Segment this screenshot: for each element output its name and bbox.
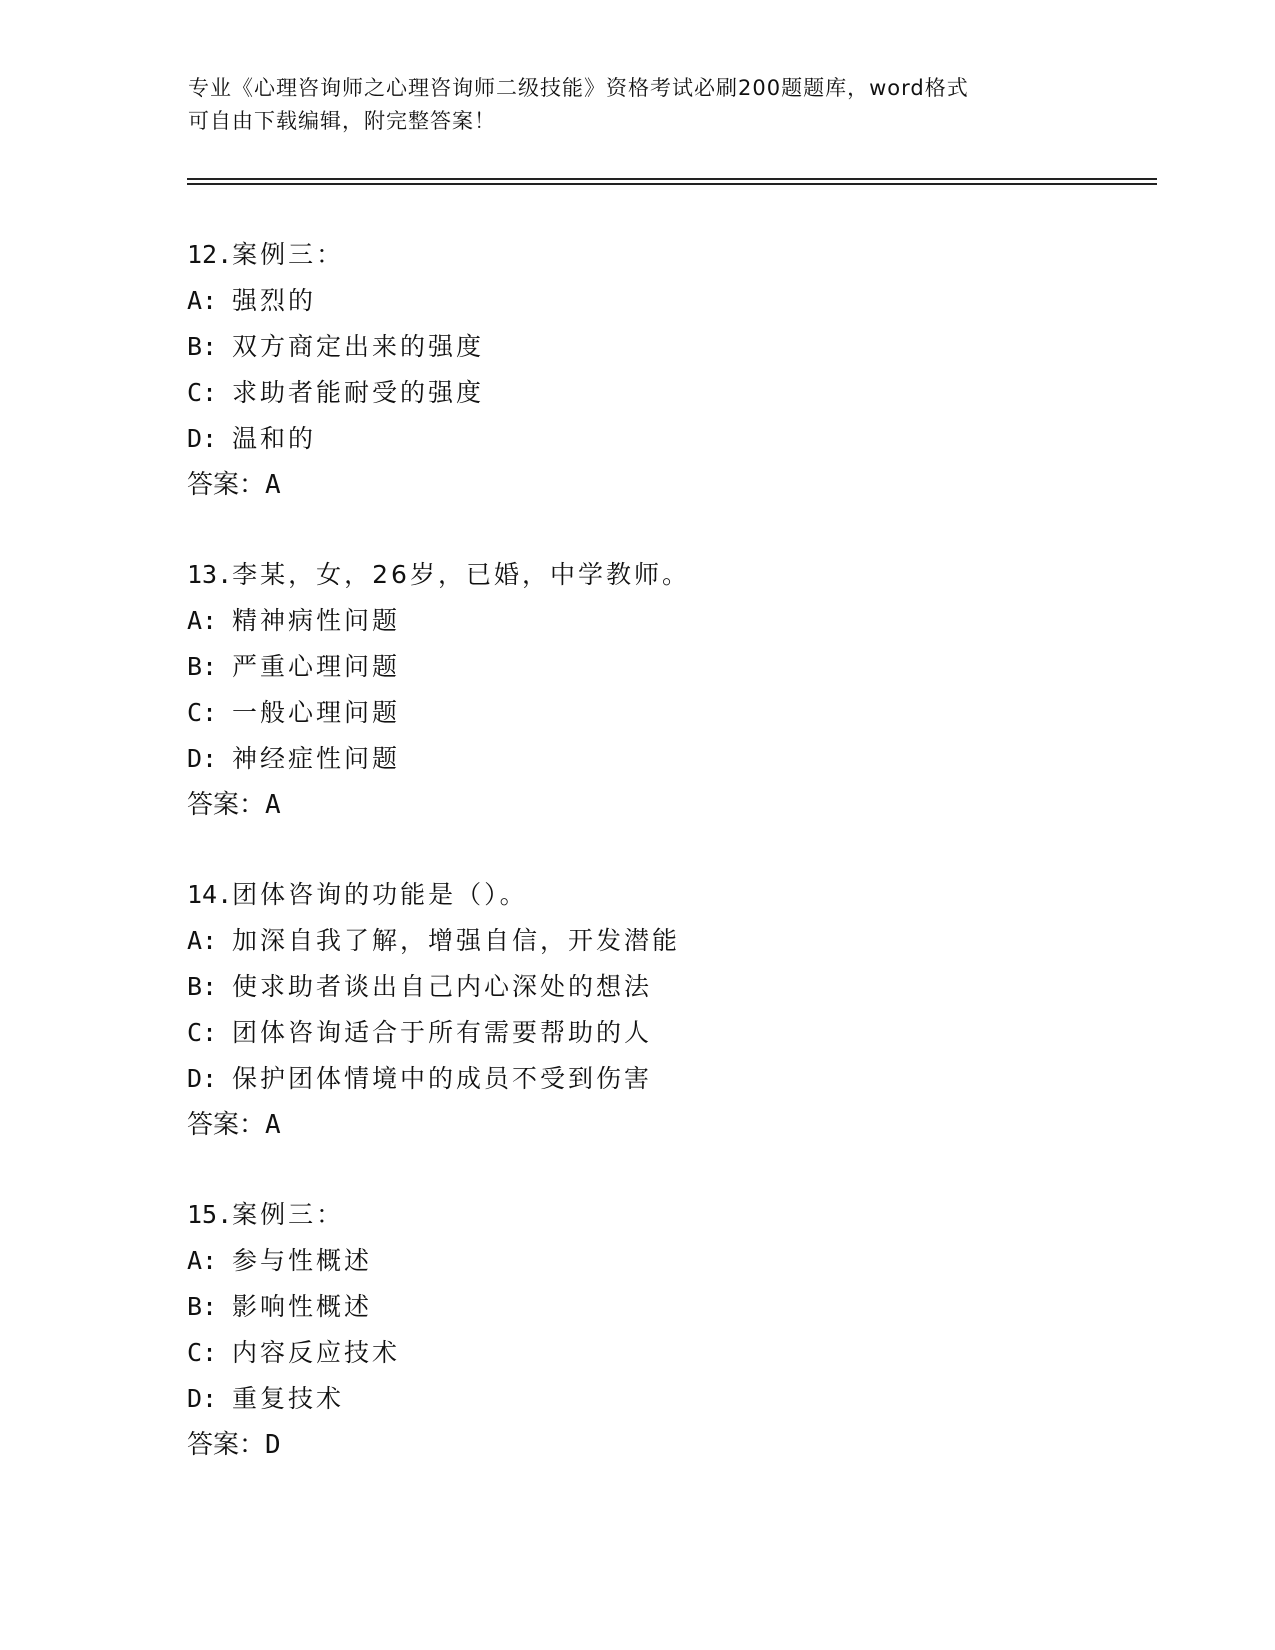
header-divider-top bbox=[187, 178, 1157, 180]
question-stem bbox=[187, 232, 1087, 278]
option-text: 影响性概述 bbox=[232, 1292, 373, 1321]
question-stem bbox=[187, 1192, 1087, 1238]
option-c bbox=[187, 690, 1087, 736]
option-label: A: bbox=[187, 926, 218, 955]
answer-value: A bbox=[265, 790, 281, 820]
question-13 bbox=[187, 552, 1087, 872]
document-header bbox=[188, 72, 1108, 138]
option-text: 温和的 bbox=[232, 424, 317, 453]
option-label: B: bbox=[187, 332, 218, 361]
option-text: 一般心理问题 bbox=[232, 698, 401, 727]
option-label: A: bbox=[187, 286, 218, 315]
header-line-1: 专业《心理咨询师之心理咨询师二级技能》资格考试必刷200题题库，word格式 bbox=[188, 76, 969, 100]
option-label: B: bbox=[187, 1292, 218, 1321]
option-label: C: bbox=[187, 698, 218, 727]
question-number: 12. bbox=[187, 240, 233, 269]
question-14 bbox=[187, 872, 1087, 1192]
option-label: D: bbox=[187, 1384, 218, 1413]
answer-label: 答案： bbox=[187, 1430, 266, 1460]
question-15 bbox=[187, 1192, 1087, 1512]
option-b bbox=[187, 324, 1087, 370]
option-label: D: bbox=[187, 744, 218, 773]
question-text: 案例三： bbox=[232, 240, 345, 269]
question-text: 李某，女，26岁，已婚，中学教师。 bbox=[232, 560, 690, 589]
question-text: 团体咨询的功能是（）。 bbox=[232, 880, 528, 909]
option-b bbox=[187, 964, 1087, 1010]
answer-value: A bbox=[265, 1110, 281, 1140]
option-label: D: bbox=[187, 424, 218, 453]
option-a bbox=[187, 1238, 1087, 1284]
option-d bbox=[187, 416, 1087, 462]
option-label: A: bbox=[187, 606, 218, 635]
question-list bbox=[187, 232, 1087, 1512]
answer-value: D bbox=[265, 1430, 281, 1460]
option-label: D: bbox=[187, 1064, 218, 1093]
answer-label: 答案： bbox=[187, 470, 266, 500]
option-text: 强烈的 bbox=[232, 286, 317, 315]
option-label: B: bbox=[187, 652, 218, 681]
question-text: 案例三： bbox=[232, 1200, 345, 1229]
header-line-2: 可自由下载编辑，附完整答案！ bbox=[188, 109, 496, 133]
question-stem bbox=[187, 872, 1087, 918]
question-number: 15. bbox=[187, 1200, 233, 1229]
option-text: 神经症性问题 bbox=[232, 744, 401, 773]
option-d bbox=[187, 1056, 1087, 1102]
option-text: 团体咨询适合于所有需要帮助的人 bbox=[232, 1018, 653, 1047]
answer-line bbox=[187, 1422, 1087, 1468]
answer-label: 答案： bbox=[187, 1110, 266, 1140]
option-text: 保护团体情境中的成员不受到伤害 bbox=[232, 1064, 653, 1093]
question-12 bbox=[187, 232, 1087, 552]
answer-line bbox=[187, 1102, 1087, 1148]
option-a bbox=[187, 278, 1087, 324]
option-label: C: bbox=[187, 378, 218, 407]
answer-label: 答案： bbox=[187, 790, 266, 820]
option-d bbox=[187, 1376, 1087, 1422]
option-text: 严重心理问题 bbox=[232, 652, 401, 681]
answer-line bbox=[187, 462, 1087, 508]
option-c bbox=[187, 1010, 1087, 1056]
question-number: 13. bbox=[187, 560, 233, 589]
question-stem bbox=[187, 552, 1087, 598]
option-b bbox=[187, 644, 1087, 690]
option-text: 参与性概述 bbox=[232, 1246, 373, 1275]
answer-value: A bbox=[265, 470, 281, 500]
option-label: B: bbox=[187, 972, 218, 1001]
option-c bbox=[187, 370, 1087, 416]
answer-line bbox=[187, 782, 1087, 828]
option-text: 求助者能耐受的强度 bbox=[232, 378, 485, 407]
option-label: C: bbox=[187, 1018, 218, 1047]
option-text: 精神病性问题 bbox=[232, 606, 401, 635]
option-a bbox=[187, 918, 1087, 964]
option-b bbox=[187, 1284, 1087, 1330]
option-text: 使求助者谈出自己内心深处的想法 bbox=[232, 972, 653, 1001]
option-a bbox=[187, 598, 1087, 644]
option-text: 加深自我了解，增强自信，开发潜能 bbox=[232, 926, 681, 955]
option-label: A: bbox=[187, 1246, 218, 1275]
option-label: C: bbox=[187, 1338, 218, 1367]
option-text: 双方商定出来的强度 bbox=[232, 332, 485, 361]
option-text: 重复技术 bbox=[232, 1384, 345, 1413]
header-divider-bottom bbox=[187, 183, 1157, 185]
question-number: 14. bbox=[187, 880, 233, 909]
option-d bbox=[187, 736, 1087, 782]
option-c bbox=[187, 1330, 1087, 1376]
option-text: 内容反应技术 bbox=[232, 1338, 401, 1367]
